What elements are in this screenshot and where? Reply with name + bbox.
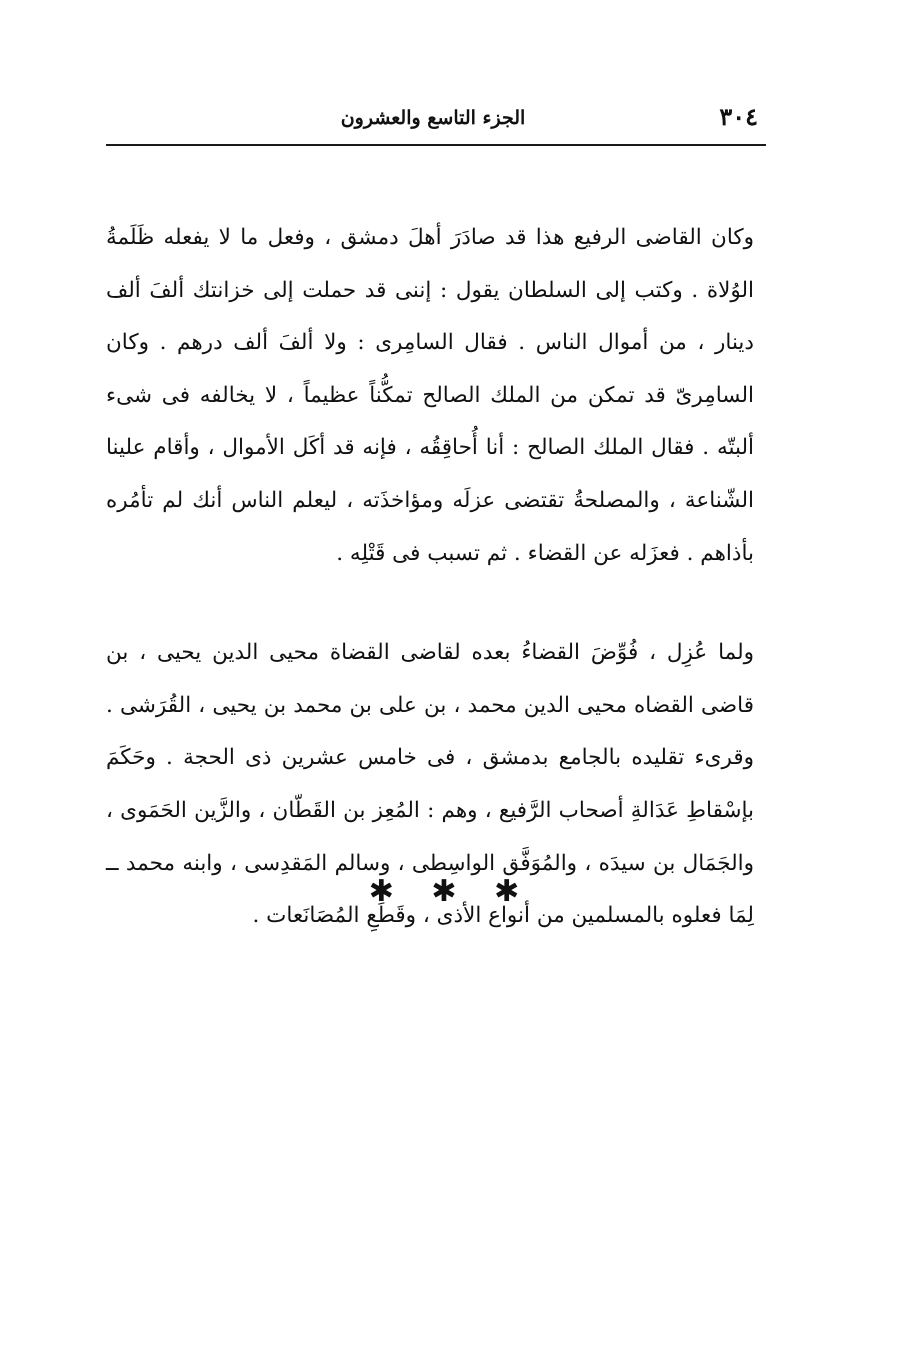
paragraph-2: ولما عُزِل ، فُوِّضَ القضاءُ بعده لقاضى القضاة محيى الدين يحيى ، بن قاضى القضاه محيى الدين محمد ، بن على بن محمد بن يحيى ، القُرَشى . وقرىء تقليده بالجامع بدمشق ، فى خامس عشرين ذى الحجة . وحَكَمَ بإسْقاطِ عَدَالةِ أصحاب الرَّفيع ، وهم : المُعِز بن القَطّان ، والزَّين الحَمَوى ، والجَمَال بن سيدَه ، والمُوَفَّق الواسِطى ، وسالم المَقدِسى ، وابنه محمد ــ لِمَا فعلوه بالمسلمين من أنواع الأذى ، وقَطَعِ المُصَانَعات . (106, 640, 754, 929)
section-ornament: ✱ ✱ ✱ (368, 874, 534, 909)
paragraph-1: وكان القاضى الرفيع هذا قد صادَرَ أهلَ دمشق ، وفعل ما لا يفعله ظَلَمةُ الوُلاة . وكتب إلى السلطان يقول : إننى قد حملت إلى خزانتك ألفَ ألف دينار ، من أموال الناس . فقال السامِرى : ولا ألفَ ألف درهم . وكان السامِرىّ قد تمكن من الملك الصالح تمكُّناً عظيماً ، لا يخالفه فى شىء ألبتّه . فقال الملك الصالح : أنا أُحاقِقُه ، فإنه قد أكَل الأموال ، وأقام علينا الشّناعة ، والمصلحةُ تقتضى عزلَه ومؤاخذَته ، ليعلم الناس أنك لم تأمُره بأذاهم . فعزَله عن القضاء . ثم تسبب فى قَتْلِه . (106, 225, 754, 566)
body-text (106, 212, 754, 943)
header-rule (106, 144, 766, 146)
running-head: الجزء التاسع والعشرون (340, 107, 526, 129)
page-header (108, 102, 758, 138)
page-number: ٣٠٤ (719, 102, 758, 131)
